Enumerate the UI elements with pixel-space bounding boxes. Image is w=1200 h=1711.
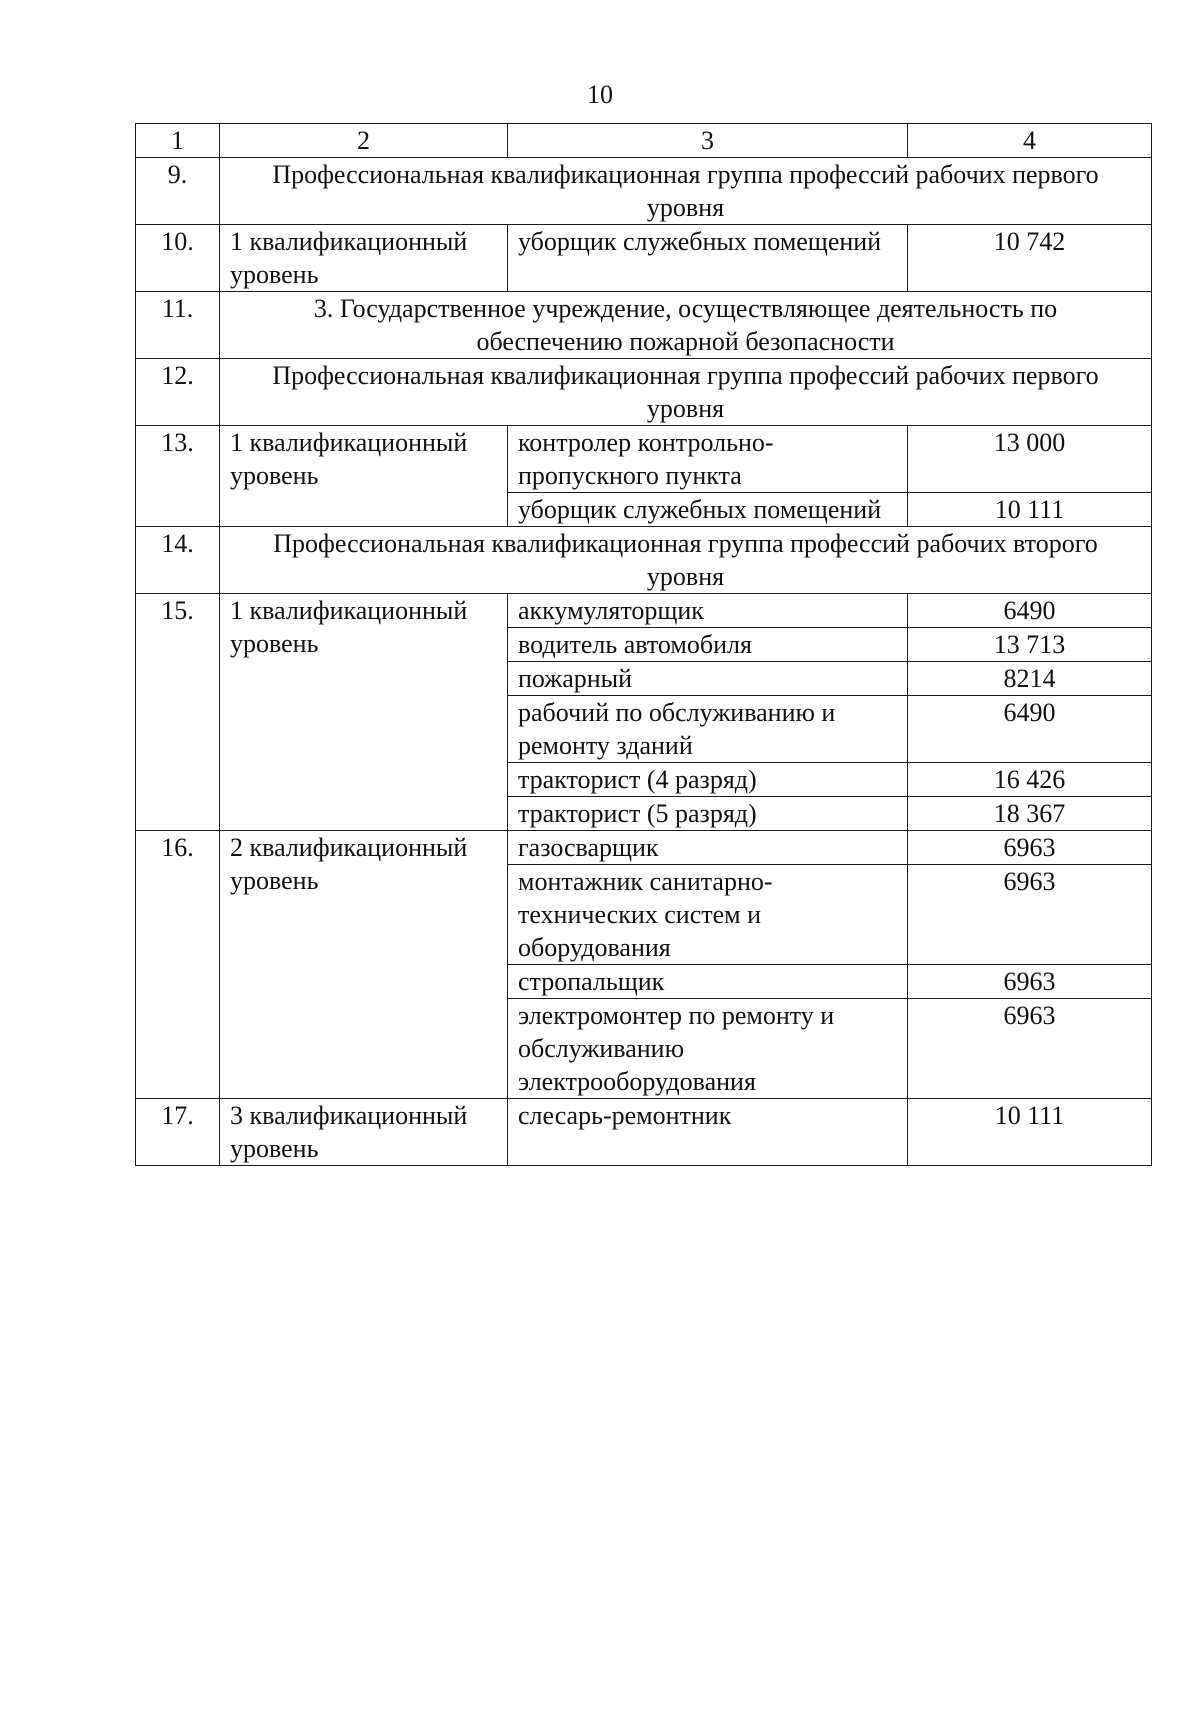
- group-heading: Профессиональная квалификационная группа профессий рабочих первого уровня: [220, 158, 1152, 225]
- profession-name: пожарный: [508, 662, 908, 696]
- profession-name: электромонтер по ремонту и обслуживанию электрооборудования: [508, 999, 908, 1099]
- profession-name: тракторист (5 разряд): [508, 797, 908, 831]
- qualification-level: 2 квалификационный уровень: [220, 831, 508, 1099]
- salary-value: 10 111: [908, 493, 1152, 527]
- salary-value: 10 111: [908, 1099, 1152, 1166]
- salary-value: 13 713: [908, 628, 1152, 662]
- salary-value: 18 367: [908, 797, 1152, 831]
- row-number: 10.: [136, 225, 220, 292]
- row-number: 17.: [136, 1099, 220, 1166]
- salary-value: 6490: [908, 696, 1152, 763]
- row-number: 13.: [136, 426, 220, 527]
- salary-value: 6963: [908, 965, 1152, 999]
- profession-name: рабочий по обслуживанию и ремонту зданий: [508, 696, 908, 763]
- table-row: [136, 831, 1152, 865]
- column-header: 3: [508, 124, 908, 158]
- salary-value: 6963: [908, 865, 1152, 965]
- qualification-level: 1 квалификационный уровень: [220, 594, 508, 831]
- profession-name: контролер контрольно-пропускного пункта: [508, 426, 908, 493]
- group-heading: Профессиональная квалификационная группа профессий рабочих первого уровня: [220, 359, 1152, 426]
- column-header: 1: [136, 124, 220, 158]
- profession-name: монтажник санитарно-технических систем и оборудования: [508, 865, 908, 965]
- table-row: [136, 594, 1152, 628]
- row-number: 9.: [136, 158, 220, 225]
- salary-value: 6490: [908, 594, 1152, 628]
- row-number: 11.: [136, 292, 220, 359]
- profession-name: слесарь-ремонтник: [508, 1099, 908, 1166]
- table-row: [136, 1099, 1152, 1166]
- row-number: 16.: [136, 831, 220, 1099]
- group-heading: Профессиональная квалификационная группа профессий рабочих второго уровня: [220, 527, 1152, 594]
- profession-name: тракторист (4 разряд): [508, 763, 908, 797]
- salary-value: 13 000: [908, 426, 1152, 493]
- profession-name: уборщик служебных помещений: [508, 225, 908, 292]
- salary-value: 6963: [908, 831, 1152, 865]
- qualification-level: 3 квалификационный уровень: [220, 1099, 508, 1166]
- table-row: [136, 225, 1152, 292]
- table-row: [136, 359, 1152, 426]
- profession-name: стропальщик: [508, 965, 908, 999]
- table-row: [136, 158, 1152, 225]
- row-number: 14.: [136, 527, 220, 594]
- salary-value: 16 426: [908, 763, 1152, 797]
- salary-table: [135, 123, 1152, 1166]
- column-header: 2: [220, 124, 508, 158]
- table-row: [136, 527, 1152, 594]
- column-header: 4: [908, 124, 1152, 158]
- salary-value: 10 742: [908, 225, 1152, 292]
- profession-name: газосварщик: [508, 831, 908, 865]
- row-number: 15.: [136, 594, 220, 831]
- salary-value: 6963: [908, 999, 1152, 1099]
- qualification-level: 1 квалификационный уровень: [220, 426, 508, 527]
- page-number: 10: [587, 80, 613, 109]
- profession-name: аккумуляторщик: [508, 594, 908, 628]
- table-row: [136, 292, 1152, 359]
- column-header-row: [136, 124, 1152, 158]
- qualification-level: 1 квалификационный уровень: [220, 225, 508, 292]
- row-number: 12.: [136, 359, 220, 426]
- profession-name: уборщик служебных помещений: [508, 493, 908, 527]
- salary-value: 8214: [908, 662, 1152, 696]
- section-heading: 3. Государственное учреждение, осуществляющее деятельность по обеспечению пожарной безопасности: [220, 292, 1152, 359]
- profession-name: водитель автомобиля: [508, 628, 908, 662]
- table-row: [136, 426, 1152, 493]
